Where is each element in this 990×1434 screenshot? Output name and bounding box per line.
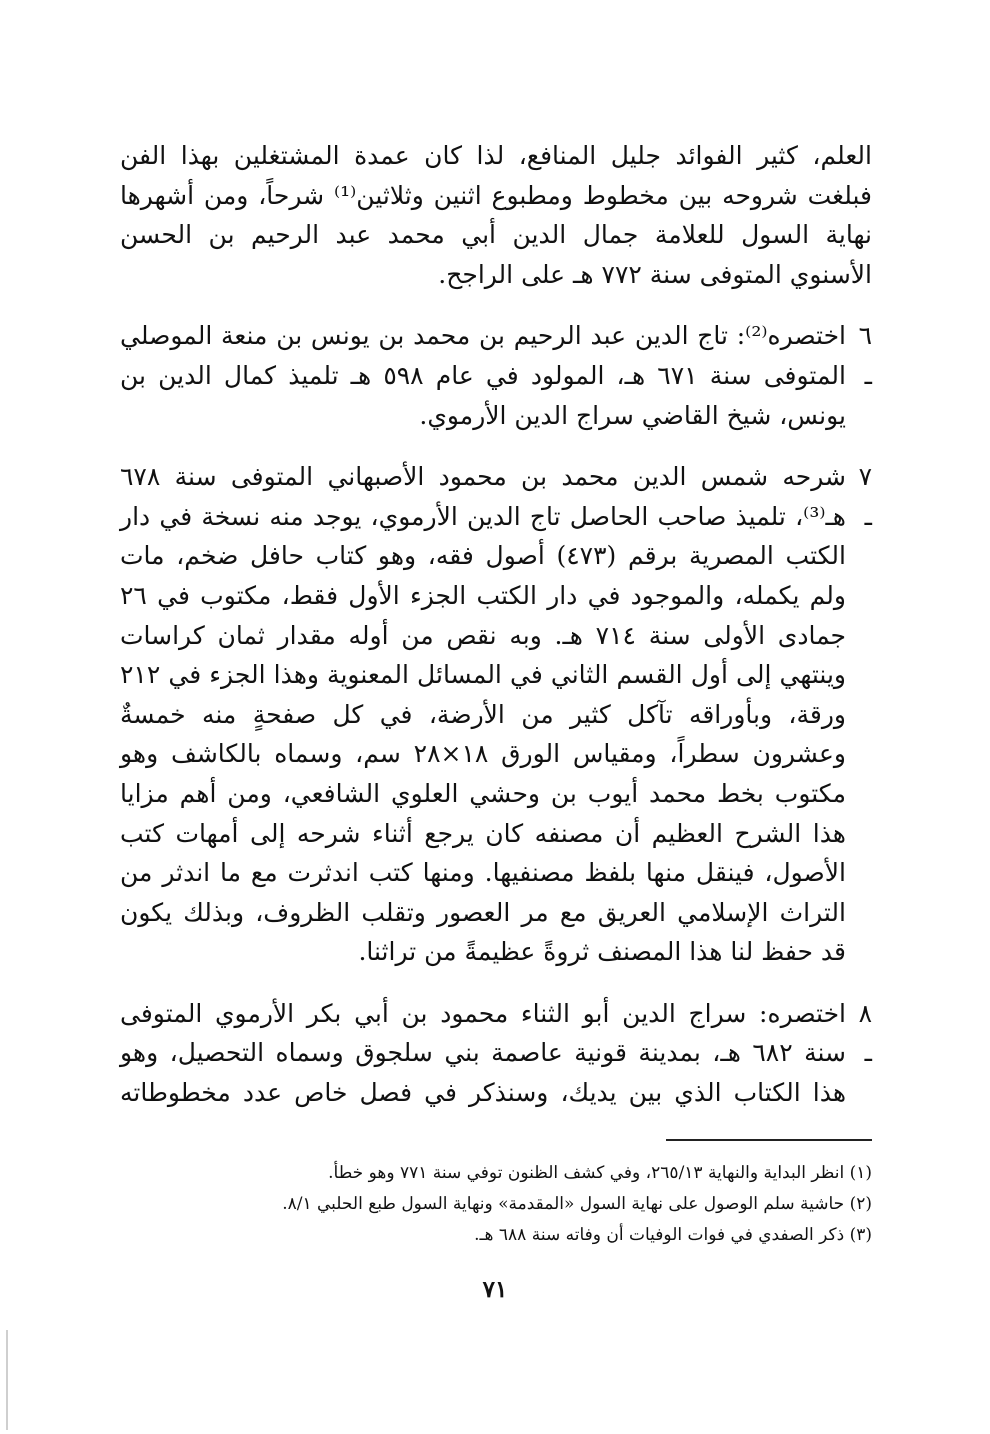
main-text [120,136,872,1113]
item-text: شرحه شمس الدين محمد بن محمود الأصبهاني المتوفى سنة ٦٧٨ هـ⁽³⁾، تلميذ صاحب الحاصل تاج الدين الأرموي، يوجد منه نسخة في دار الكتب المصرية برقم (٤٧٣) أصول فقه، وهو كتاب حافل ضخم، مات ولم يكمله، والموجود في دار الكتب الجزء الأول فقط، مكتوب في ٢٦ جمادى الأولى سنة ٧١٤ هـ. وبه نقص من أوله مقدار ثمان كراسات وينتهي إلى أول القسم الثاني في المسائل المعنوية وهذا الجزء في ٢١٢ ورقة، وبأوراقه تآكل كثير من الأرضة، في كل صفحةٍ منه خمسةٌ وعشرون سطراً، ومقياس الورق ١٨×٢٨ سم، وسماه بالكاشف وهو مكتوب بخط محمد أيوب بن وحشي العلوي الشافعي، ومن أهم مزايا هذا الشرح العظيم أن مصنفه كان يرجع أثناء شرحه إلى أمهات كتب الأصول، فينقل منها بلفظ مصنفيها. ومنها كتب اندثرت مع ما اندثر من التراث الإسلامي العريق مع مر العصور وتقلب الظروف، وبذلك يكون قد حفظ لنا هذا المصنف ثروةً عظيمةً من تراثنا. [120,462,847,967]
footnote-3: (٣) ذكر الصفدي في فوات الوفيات أن وفاته سنة ٦٨٨ هـ. [474,1225,872,1245]
item-number: ٧ ـ [858,462,872,531]
footnotes [120,1158,872,1251]
list-item-7 [120,457,872,972]
scan-edge-mark [6,1330,8,1430]
item-number: ٦ ـ [858,321,872,390]
item-number: ٨ ـ [858,998,872,1068]
footnote-divider [666,1139,872,1141]
footnote-1: (١) انظر البداية والنهاية ٢٦٥/١٣، وفي كشف الظنون توفي سنة ٧٧١ وهو خطأ. [328,1163,872,1183]
item-text: اختصره: سراج الدين أبو الثناء محمود بن أبي بكر الأرموي المتوفى سنة ٦٨٢ هـ، بمدينة قونية عاصمة بني سلجوق وسماه التحصيل، وهو هذا الكتاب الذي بين يديك، وسنذكر في فصل خاص عدد مخطوطاته [120,998,846,1108]
footnote-2: (٢) حاشية سلم الوصول على نهاية السول «المقدمة» ونهاية السول طبع الحلبي ٨/١. [282,1194,872,1214]
page-number: ٧١ [482,1276,508,1303]
intro-paragraph: العلم، كثير الفوائد جليل المنافع، لذا كان عمدة المشتغلين بهذا الفن فبلغت شروحه بين مخطوط ومطبوع اثنين وثلاثين⁽¹⁾ شرحاً، ومن أشهرها نهاية السول للعلامة جمال الدين أبي محمد عبد الرحيم بن الحسن الأسنوي المتوفى سنة ٧٧٢ هـ على الراجح. [120,141,872,289]
item-text: اختصره⁽²⁾: تاج الدين عبد الرحيم بن محمد بن يونس بن منعة الموصلي المتوفى سنة ٦٧١ هـ، المولود في عام ٥٩٨ هـ تلميذ كمال الدين بن يونس، شيخ القاضي سراج الدين الأرموي. [120,321,846,430]
list-item-6 [120,316,872,435]
list-item-8 [120,994,872,1113]
